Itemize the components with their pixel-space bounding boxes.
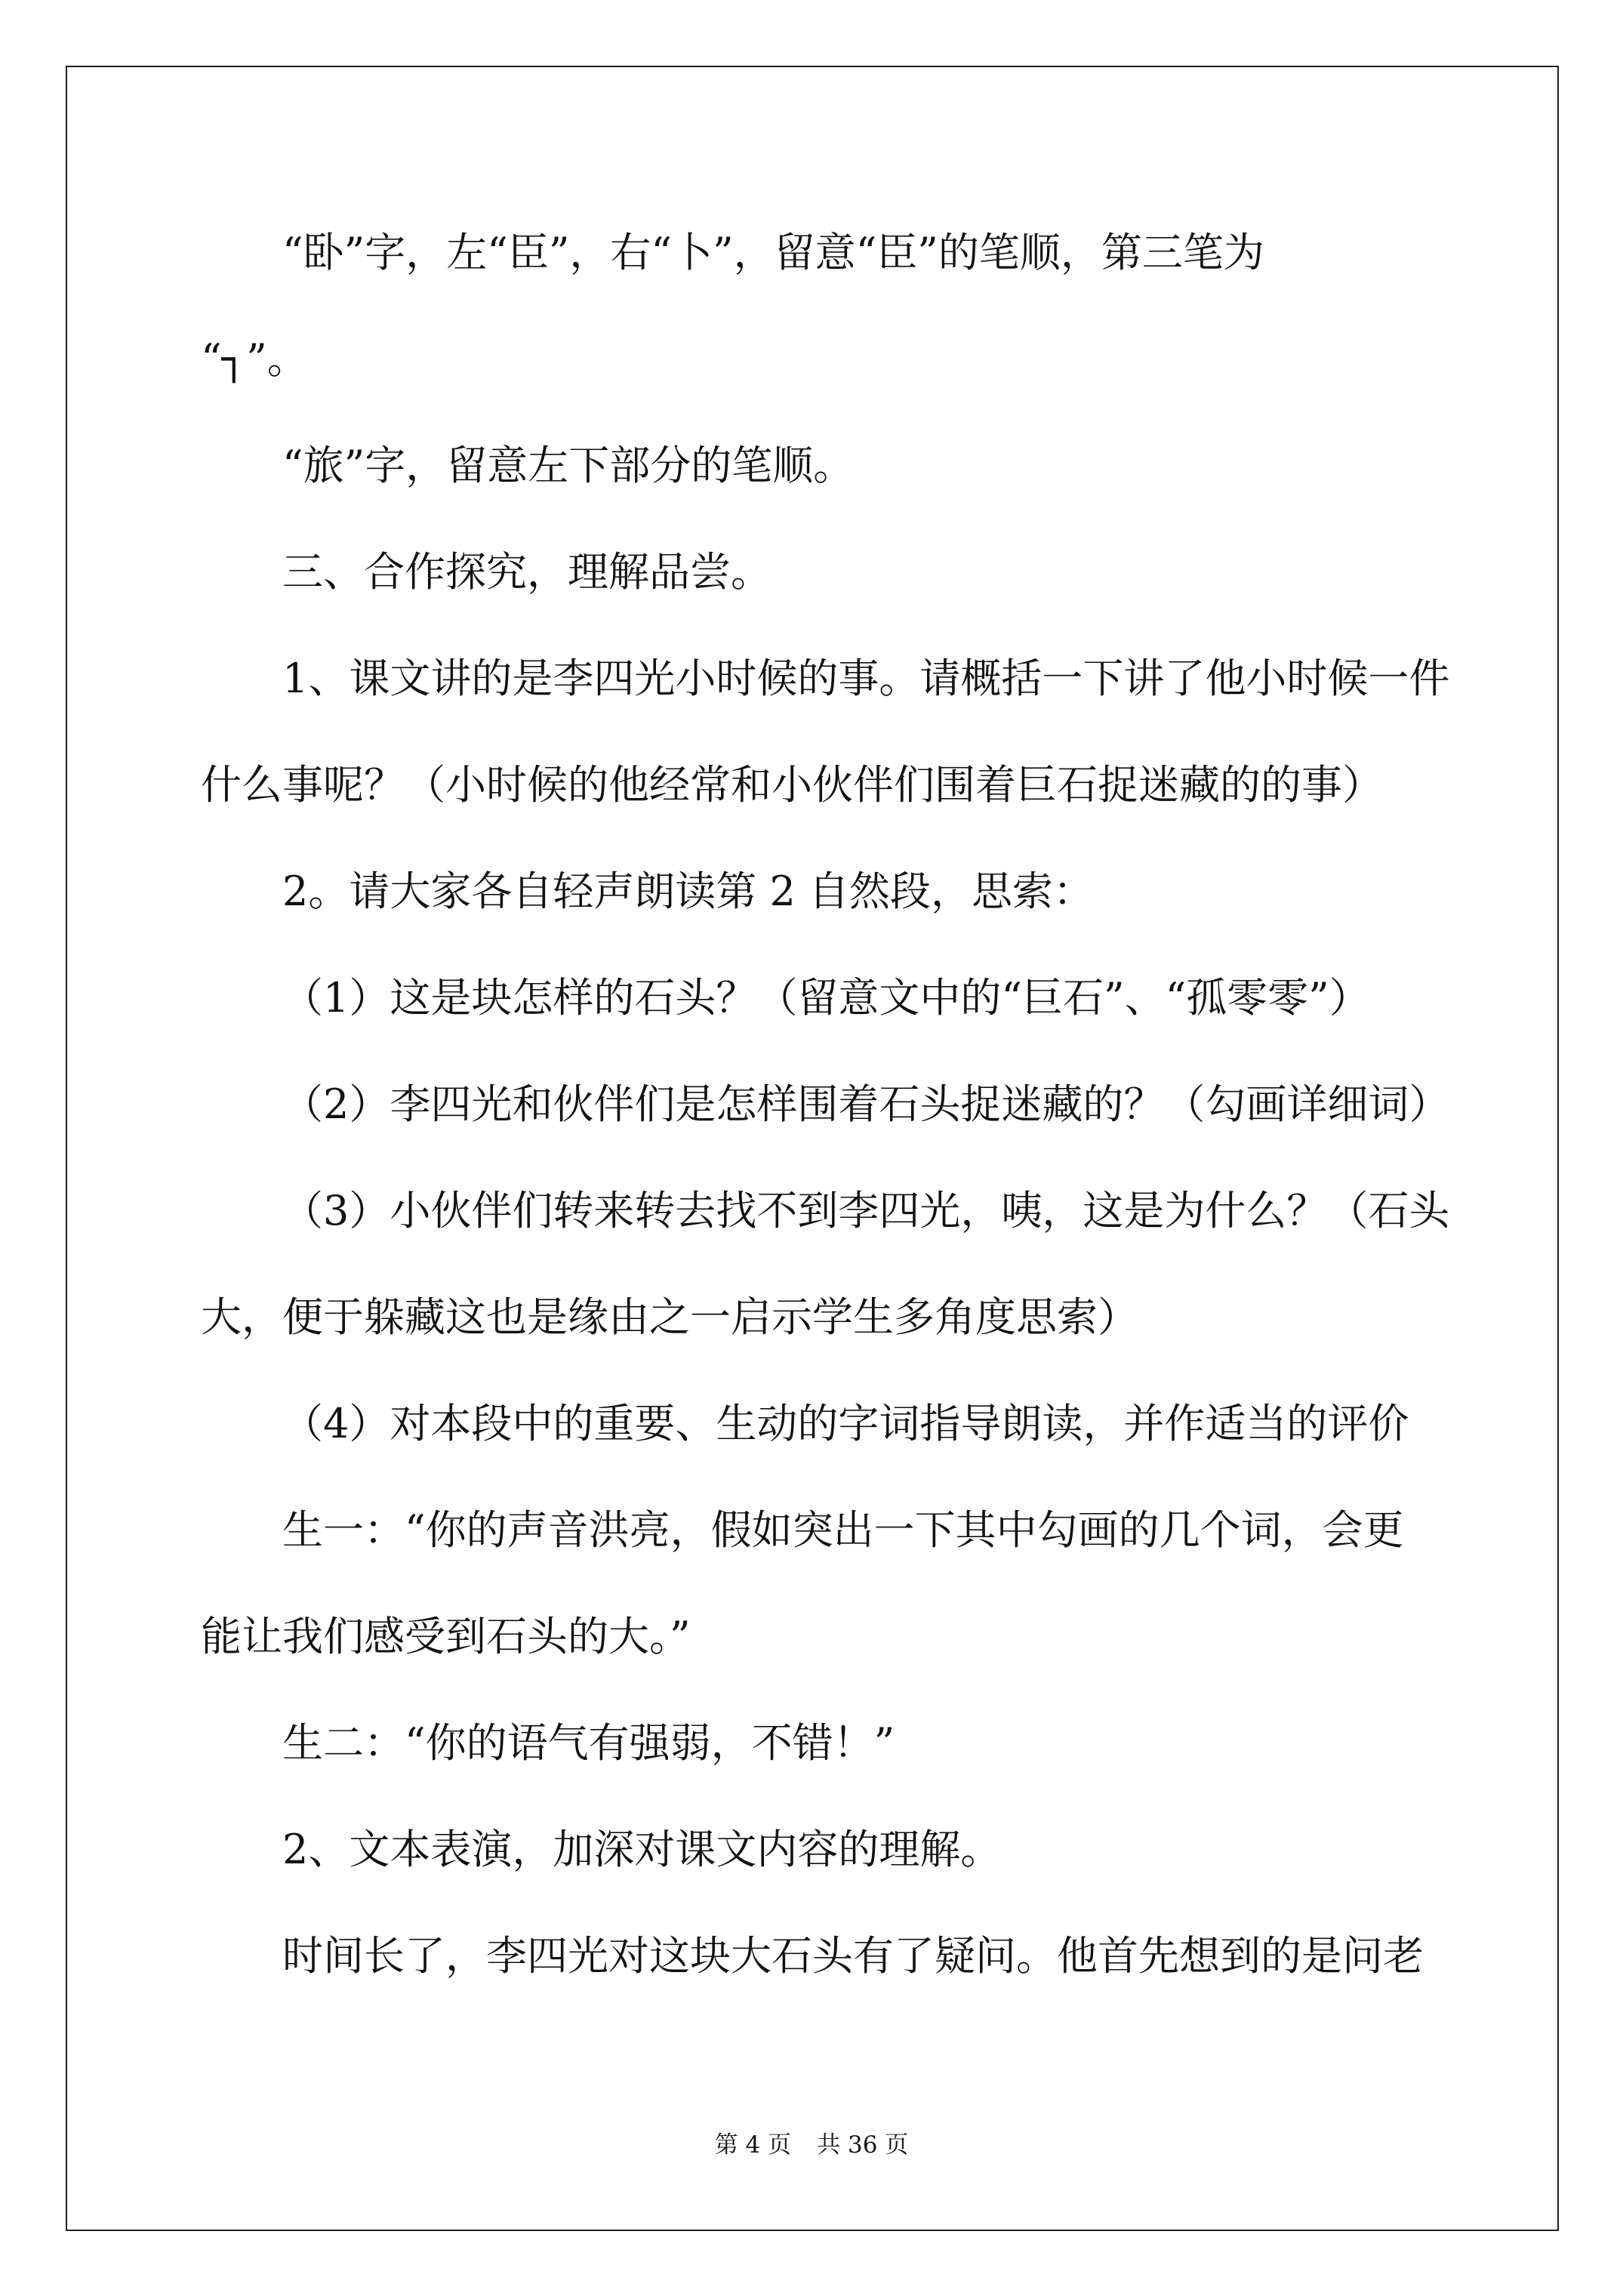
text-line: “卧”字，左“臣”，右“卜”，留意“臣”的笔顺，第三笔为 xyxy=(282,229,1264,276)
text-line: （4）对本段中的重要、生动的字词指导朗读，并作适当的评价 xyxy=(282,1400,1409,1447)
page-number: 第 4 页 xyxy=(714,2131,792,2159)
paragraph xyxy=(201,1796,1537,1903)
text-line: 能让我们感受到石头的大。” xyxy=(201,1613,691,1660)
text-line: 三、合作探究，理解品尝。 xyxy=(282,548,771,596)
text-line: 1、课文讲的是李四光小时候的事。请概括一下讲了他小时候一件 xyxy=(282,655,1450,702)
paragraph xyxy=(201,838,1537,945)
text-line: 生二：“你的语气有强弱，不错！” xyxy=(282,1719,895,1767)
paragraph xyxy=(201,1477,1537,1690)
text-line: “┐”。 xyxy=(201,335,308,383)
paragraph xyxy=(201,625,1537,838)
paragraph xyxy=(201,199,1537,412)
paragraph xyxy=(201,412,1537,519)
document-body xyxy=(201,199,1537,2009)
paragraph xyxy=(201,1157,1537,1370)
page-total: 共 36 页 xyxy=(817,2131,909,2159)
text-line: 时间长了，李四光对这块大石头有了疑问。他首先想到的是问老 xyxy=(282,1932,1424,1980)
text-line: 大，便于躲藏这也是缘由之一启示学生多角度思索） xyxy=(201,1293,1138,1341)
paragraph xyxy=(201,1051,1537,1157)
section-heading xyxy=(201,519,1537,625)
text-line: 2。请大家各自轻声朗读第 2 自然段，思索： xyxy=(282,868,1095,915)
text-line: （2）李四光和伙伴们是怎样围着石头捉迷藏的？（勾画详细词） xyxy=(282,1080,1450,1128)
page-footer xyxy=(0,2128,1623,2162)
text-line: 2、文本表演，加深对课文内容的理解。 xyxy=(282,1826,1002,1873)
text-line: “旅”字，留意左下部分的笔顺。 xyxy=(282,442,855,489)
text-line: 什么事呢？（小时候的他经常和小伙伴们围着巨石捉迷藏的的事） xyxy=(201,761,1383,809)
text-line: 生一：“你的声音洪亮，假如突出一下其中勾画的几个词，会更 xyxy=(282,1506,1404,1554)
paragraph xyxy=(201,945,1537,1051)
text-line: （1）这是块怎样的石头？（留意文中的“巨石”、“孤零零”） xyxy=(282,974,1370,1022)
paragraph xyxy=(201,1903,1537,2009)
paragraph xyxy=(201,1370,1537,1477)
text-line: （3）小伙伴们转来转去找不到李四光，咦，这是为什么？（石头 xyxy=(282,1187,1450,1234)
paragraph xyxy=(201,1690,1537,1796)
